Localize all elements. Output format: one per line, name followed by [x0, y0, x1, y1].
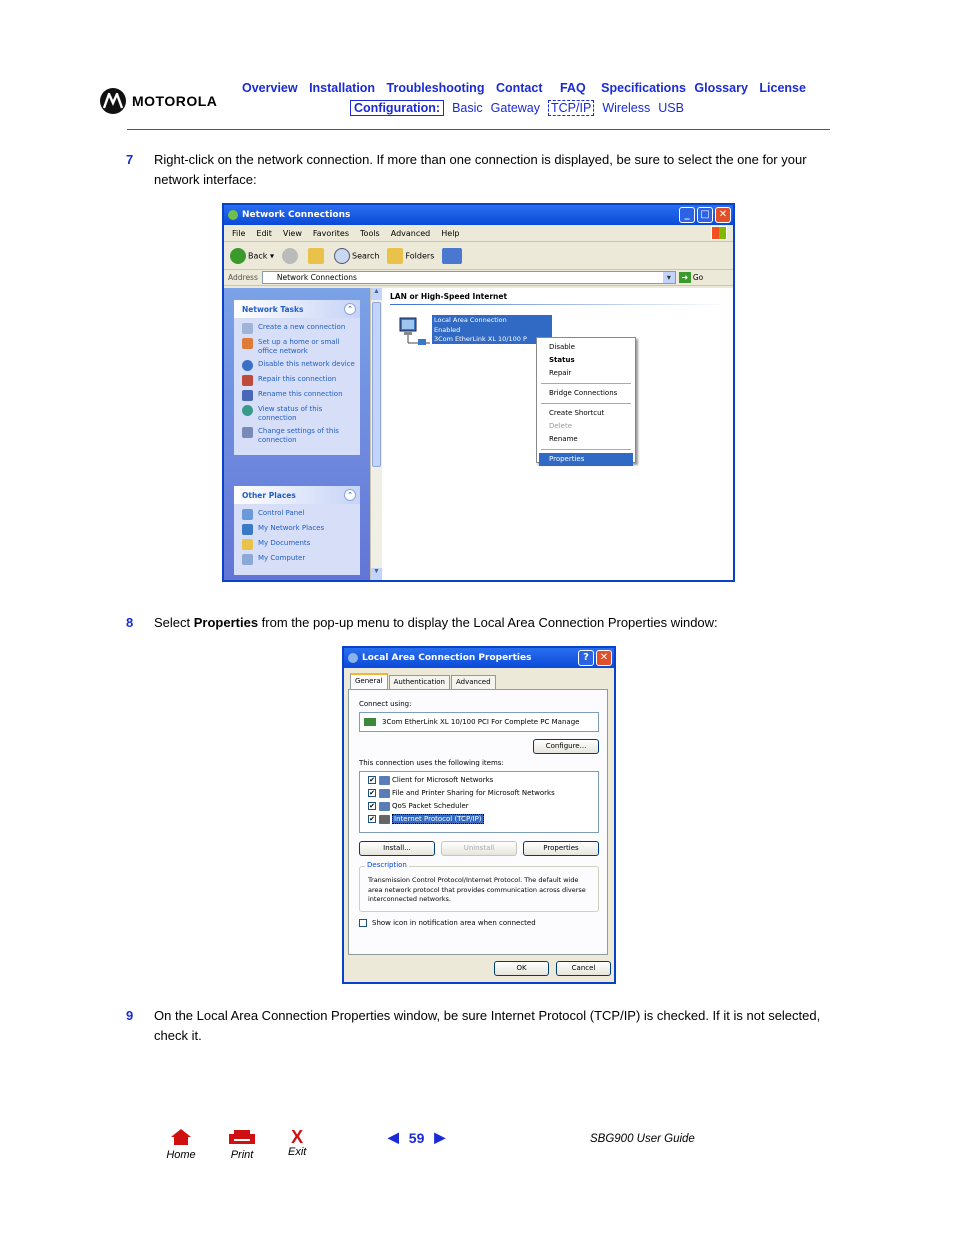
- checkbox-checked[interactable]: ✔: [369, 789, 375, 797]
- task-home-network[interactable]: Set up a home or small office network: [242, 338, 356, 356]
- top-nav: [242, 81, 814, 95]
- back-button[interactable]: Back ▾: [230, 248, 274, 264]
- list-item[interactable]: ✔ QoS Packet Scheduler: [369, 802, 469, 810]
- step-number: 8: [126, 615, 134, 630]
- task-pane: [224, 288, 370, 580]
- nav-wireless[interactable]: Wireless: [602, 101, 651, 115]
- motorola-logo: [100, 88, 217, 114]
- group-divider: [390, 304, 730, 305]
- menu-view[interactable]: View: [282, 228, 302, 238]
- nav-installation[interactable]: Installation: [309, 81, 376, 95]
- scroll-up-icon[interactable]: ▲: [371, 288, 382, 300]
- next-page-icon[interactable]: ▶: [434, 1129, 446, 1145]
- minimize-button[interactable]: _: [679, 207, 695, 223]
- ctx-status[interactable]: Status: [549, 356, 575, 364]
- panel-header[interactable]: Other Places ⌃: [234, 486, 360, 504]
- lan-properties-dialog: [342, 646, 616, 984]
- control-panel-icon: [242, 509, 253, 520]
- description-label: Description: [367, 861, 407, 869]
- adapter-field: 3Com EtherLink XL 10/100 PCI For Complete PC Manage: [359, 712, 599, 732]
- home-icon: [164, 1128, 198, 1146]
- ctx-bridge[interactable]: Bridge Connections: [549, 389, 618, 397]
- place-network-places[interactable]: My Network Places: [242, 524, 356, 535]
- description-text: Transmission Control Protocol/Internet Protocol. The default wide area network protocol that provides communication across diverse interconnected networks.: [368, 876, 586, 903]
- exit-link[interactable]: X Exit: [288, 1127, 307, 1158]
- group-header: LAN or High-Speed Internet: [390, 292, 508, 301]
- ctx-disable[interactable]: Disable: [549, 343, 575, 351]
- tab-general[interactable]: General: [350, 673, 388, 689]
- collapse-icon[interactable]: ⌃: [344, 489, 356, 501]
- list-item[interactable]: ✔ File and Printer Sharing for Microsoft Networks: [369, 789, 555, 797]
- scroll-thumb[interactable]: [372, 302, 381, 467]
- ctx-shortcut[interactable]: Create Shortcut: [549, 409, 605, 417]
- windows-flag-icon: [711, 226, 727, 240]
- ctx-properties[interactable]: Properties: [539, 453, 633, 466]
- description-group: [359, 861, 599, 912]
- scroll-down-icon[interactable]: ▼: [371, 568, 382, 580]
- step-text: Select Properties from the pop-up menu to display the Local Area Connection Properties window:: [154, 615, 718, 630]
- place-my-computer[interactable]: My Computer: [242, 554, 356, 565]
- rename-icon: [242, 390, 253, 401]
- network-card-icon: [364, 718, 376, 726]
- task-rename[interactable]: Rename this connection: [242, 390, 356, 401]
- menu-edit[interactable]: Edit: [256, 228, 272, 238]
- folders-button[interactable]: Folders: [387, 248, 434, 264]
- exit-x-icon: X: [291, 1127, 304, 1147]
- up-folder-icon[interactable]: [308, 248, 324, 264]
- menu-file[interactable]: File: [232, 228, 246, 238]
- tab-advanced[interactable]: Advanced: [451, 675, 496, 689]
- configure-button[interactable]: Configure...: [533, 739, 599, 754]
- task-view-status[interactable]: View status of this connection: [242, 405, 356, 423]
- settings-icon: [242, 427, 253, 438]
- nav-gateway[interactable]: Gateway: [490, 101, 541, 115]
- address-input[interactable]: Network Connections ▾: [262, 271, 676, 284]
- back-arrow-icon: [230, 248, 246, 264]
- menu-tools[interactable]: Tools: [360, 228, 380, 238]
- items-label: This connection uses the following items:: [359, 759, 504, 767]
- nav-contact[interactable]: Contact: [495, 81, 543, 95]
- close-button[interactable]: ✕: [596, 650, 612, 666]
- search-icon: [334, 248, 350, 264]
- nav-configuration[interactable]: Configuration:: [350, 100, 444, 116]
- show-icon-checkbox[interactable]: [359, 919, 367, 927]
- step-text: Right-click on the network connection. If more than one connection is displayed, be sure to select the one for your network interface:: [154, 152, 807, 187]
- selected-connection[interactable]: Local Area Connection Enabled 3Com EtherLink XL 10/100 P: [432, 315, 552, 344]
- checkbox-checked[interactable]: ✔: [369, 815, 375, 823]
- step-number: 9: [126, 1008, 134, 1023]
- home-link[interactable]: Home: [164, 1128, 198, 1161]
- dialog-title: Local Area Connection Properties: [362, 653, 532, 663]
- context-menu: [536, 337, 636, 463]
- motorola-m-icon: [100, 88, 126, 114]
- help-button[interactable]: ?: [578, 650, 594, 666]
- brand-name: MOTOROLA: [132, 93, 218, 109]
- ctx-repair[interactable]: Repair: [549, 369, 572, 377]
- nav-specifications[interactable]: Specifications: [601, 81, 686, 95]
- ctx-rename[interactable]: Rename: [549, 435, 578, 443]
- maximize-button[interactable]: □: [697, 207, 713, 223]
- go-button[interactable]: ➜ Go: [679, 272, 703, 283]
- printer-icon: [226, 1128, 258, 1146]
- guide-title: SBG900 User Guide: [590, 1133, 695, 1145]
- scrollbar[interactable]: [370, 288, 382, 580]
- go-arrow-icon: ➜: [679, 272, 691, 283]
- disable-icon: [242, 360, 253, 371]
- menu-help[interactable]: Help: [441, 228, 460, 238]
- nav-faq[interactable]: FAQ: [559, 81, 586, 95]
- ok-button[interactable]: OK: [494, 961, 549, 976]
- config-subnav: [350, 100, 684, 116]
- place-my-documents[interactable]: My Documents: [242, 539, 356, 550]
- computer-icon: [242, 554, 253, 565]
- prev-page-icon[interactable]: ◀: [388, 1129, 399, 1145]
- collapse-icon[interactable]: ⌃: [344, 303, 356, 315]
- tab-authentication[interactable]: Authentication: [389, 675, 450, 689]
- tab-strip: [350, 675, 497, 689]
- home-network-icon: [242, 338, 253, 349]
- page-number: 59: [408, 1129, 425, 1146]
- new-connection-icon: [242, 323, 253, 334]
- task-repair[interactable]: Repair this connection: [242, 375, 356, 386]
- step-number: 7: [126, 152, 134, 167]
- pager: [388, 1129, 445, 1146]
- checkbox-checked[interactable]: ✔: [369, 802, 375, 810]
- network-icon: [228, 210, 238, 220]
- protocol-icon: [379, 815, 390, 824]
- nav-troubleshooting[interactable]: Troubleshooting: [386, 81, 485, 95]
- print-link[interactable]: Print: [226, 1128, 258, 1161]
- task-change-settings[interactable]: Change settings of this connection: [242, 427, 356, 445]
- status-icon: [242, 405, 253, 416]
- connection-icon: [348, 653, 358, 663]
- toolbar: [224, 242, 733, 270]
- window-titlebar: [224, 205, 733, 225]
- folder-icon: [387, 248, 403, 264]
- network-connections-window: [222, 203, 735, 582]
- network-tasks-panel: [234, 300, 360, 455]
- nav-tcpip[interactable]: TCP/IP: [548, 100, 594, 116]
- show-icon-label: Show icon in notification area when connected: [372, 919, 536, 927]
- connections-pane: [382, 288, 733, 580]
- window-title: Network Connections: [242, 210, 351, 220]
- client-icon: [379, 776, 390, 785]
- ctx-delete: Delete: [549, 422, 572, 430]
- network-places-icon: [242, 524, 253, 535]
- cancel-button[interactable]: Cancel: [556, 961, 611, 976]
- documents-icon: [242, 539, 253, 550]
- panel-header[interactable]: Network Tasks ⌃: [234, 300, 360, 318]
- forward-arrow-icon[interactable]: [282, 248, 298, 264]
- connect-using-label: Connect using:: [359, 700, 412, 708]
- other-places-panel: [234, 486, 360, 575]
- nav-glossary[interactable]: Glossary: [694, 81, 748, 95]
- nav-overview[interactable]: Overview: [242, 81, 298, 95]
- place-control-panel[interactable]: Control Panel: [242, 509, 356, 520]
- menu-favorites[interactable]: Favorites: [312, 228, 350, 238]
- address-bar: [224, 270, 733, 286]
- menu-advanced[interactable]: Advanced: [390, 228, 431, 238]
- checkbox-checked[interactable]: ✔: [369, 776, 375, 784]
- general-tab-page: [348, 689, 608, 955]
- repair-icon: [242, 375, 253, 386]
- menu-bar: [224, 225, 733, 242]
- list-item-tcpip[interactable]: ✔ Internet Protocol (TCP/IP): [369, 815, 482, 823]
- nav-basic[interactable]: Basic: [452, 101, 483, 115]
- properties-button[interactable]: Properties: [523, 841, 599, 856]
- task-disable-device[interactable]: Disable this network device: [242, 360, 356, 371]
- step-text: On the Local Area Connection Properties window, be sure Internet Protocol (TCP/IP) is checked. If it is not selected, check it.: [154, 1008, 821, 1043]
- service-icon: [379, 802, 390, 811]
- close-button[interactable]: ✕: [715, 207, 731, 223]
- address-label: Address: [228, 273, 258, 282]
- task-create-connection[interactable]: Create a new connection: [242, 323, 356, 334]
- list-item[interactable]: ✔ Client for Microsoft Networks: [369, 776, 494, 784]
- nav-usb[interactable]: USB: [658, 101, 684, 115]
- views-icon[interactable]: [442, 248, 462, 264]
- search-button[interactable]: Search: [334, 248, 379, 264]
- uninstall-button: Uninstall: [441, 841, 517, 856]
- header-divider: [127, 129, 830, 130]
- components-list: [359, 771, 599, 833]
- service-icon: [379, 789, 390, 798]
- install-button[interactable]: Install...: [359, 841, 435, 856]
- lan-connection-icon[interactable]: [396, 316, 430, 346]
- dialog-titlebar: [344, 648, 614, 668]
- nav-license[interactable]: License: [759, 81, 806, 95]
